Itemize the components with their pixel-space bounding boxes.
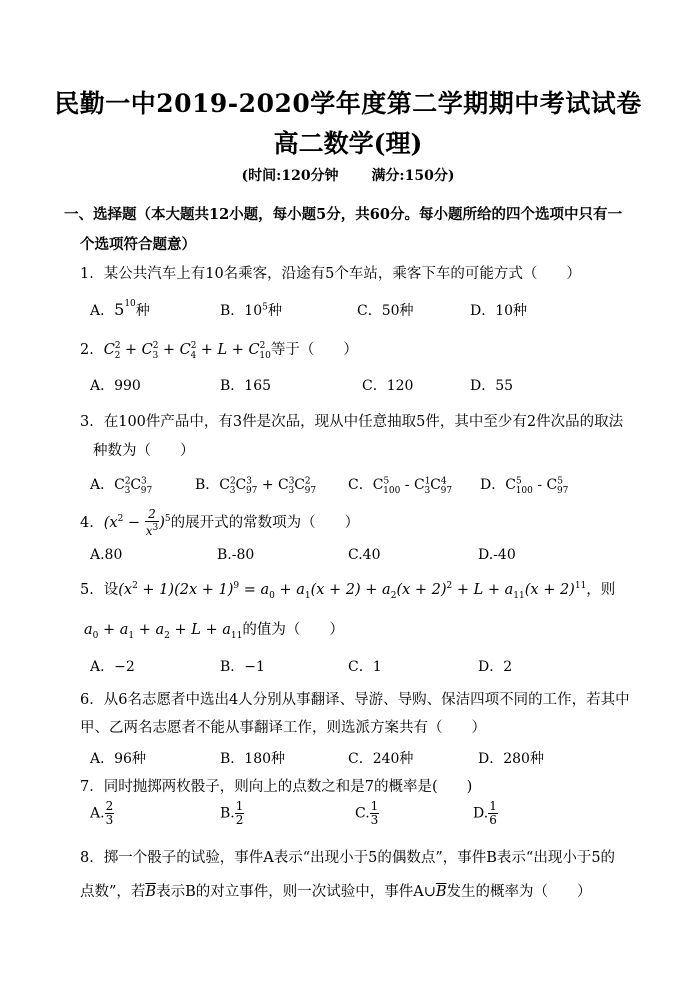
q5-stem: 5．设$(x^2 + 1)(2x + 1)^9 = a_0 + a_1(x + 2) + a_2(x + 2)^2 + L + a_{11}(x + 2)^{11}$，则 [80,581,616,601]
q4-option-d: D.-40 [478,547,516,563]
q5-option-c: C．1 [348,659,382,675]
q1-option-c: C．50种 [357,303,414,319]
q1-option-a: A．$5^{10}$种 [90,299,150,319]
q1-stem: 1．某公共汽车上有10名乘客，沿途有5个车站，乘客下车的可能方式（ ） [80,266,581,282]
q3-option-c: C．$C^5_{100} - C^1_3C^4_{97}$ [348,476,453,496]
q8-stem-line1: 8．掷一个骰子的试验，事件A表示“出现小于5的偶数点”，事件B表示“出现小于5的 [80,850,616,866]
q6-option-d: D．280种 [478,751,544,767]
section-heading-line1: 一、选择题（本大题共12小题，每小题5分，共60分。每小题所给的四个选项中只有一 [64,206,622,223]
q7-option-a: A. $\frac{2}{3}$ [90,799,114,827]
q5-option-b: B．−1 [220,659,265,675]
q7-option-c: C. $\frac{1}{3}$ [355,799,379,827]
q6-stem-line1: 6．从6名志愿者中选出4人分别从事翻译、导游、导购、保洁四项不同的工作，若其中 [80,692,630,708]
q2-stem: 2．$C^2_2 + C^2_3 + C^2_4 + L + C^2_{10}$等于（ ） [80,341,358,361]
q3-stem-line1: 3．在100件产品中，有3件是次品，现从中任意抽取5件，其中至少有2件次品的取法 [80,414,624,430]
q3-option-a: A．$C^2_3C^3_{97}$ [90,476,153,496]
q2-option-a: A．990 [90,378,141,394]
q6-stem-line2: 甲、乙两名志愿者不能从事翻译工作，则选派方案共有（ ） [80,720,486,736]
q1-option-b: B．$10^5$种 [220,302,282,319]
exam-time: (时间:120分钟 [241,168,339,184]
q6-option-c: C．240种 [348,751,414,767]
q4-option-a: A.80 [90,547,123,563]
b-complement: $\overline{B}$ [435,884,447,900]
q7-stem: 7．同时抛掷两枚骰子，则向上的点数之和是7的概率是( ) [80,779,473,795]
section-heading-line2: 个选项符合题意） [80,236,196,253]
q3-option-b: B．$C^2_3C^3_{97} + C^3_3C^2_{97}$ [195,476,317,496]
q4-option-c: C.40 [348,547,381,563]
q1-option-d: D．10种 [470,303,528,319]
exam-meta [0,165,696,185]
q7-option-b: B. $\frac{1}{2}$ [220,799,244,827]
q2-option-c: C．120 [362,378,414,394]
q8-stem-line2: 点数”，若$\overline{B}$表示B的对立事件，则一次试验中，事件$A\cup\overline{B}$发生的概率为（ ） [80,884,592,900]
q5-stem-line2: $a_0 + a_1 + a_2 + L + a_{11}$的值为（ ） [84,622,344,641]
q6-option-a: A．96种 [90,751,146,767]
q2-option-b: B．165 [220,378,272,394]
exam-title: 民勤一中2019-2020学年度第二学期期中考试试卷 [54,89,642,118]
q5-option-d: D．2 [478,659,513,675]
q4-stem: 4．($x^2$ − $\frac{2}{x^3}$ )$^5$的展开式的常数项为（ ） [80,507,360,538]
exam-score: 满分:150分) [371,168,455,184]
q4-option-b: B.-80 [217,547,255,563]
q7-option-d: D. $\frac{1}{6}$ [473,799,497,827]
q5-option-a: A．−2 [90,659,135,675]
q6-option-b: B．180种 [220,751,286,767]
exam-subtitle: 高二数学(理) [273,129,423,158]
q2-option-d: D．55 [470,378,514,394]
q3-stem-line2: 种数为（ ） [93,443,195,459]
q3-option-d: D．$C^5_{100} - C^5_{97}$ [480,476,569,496]
